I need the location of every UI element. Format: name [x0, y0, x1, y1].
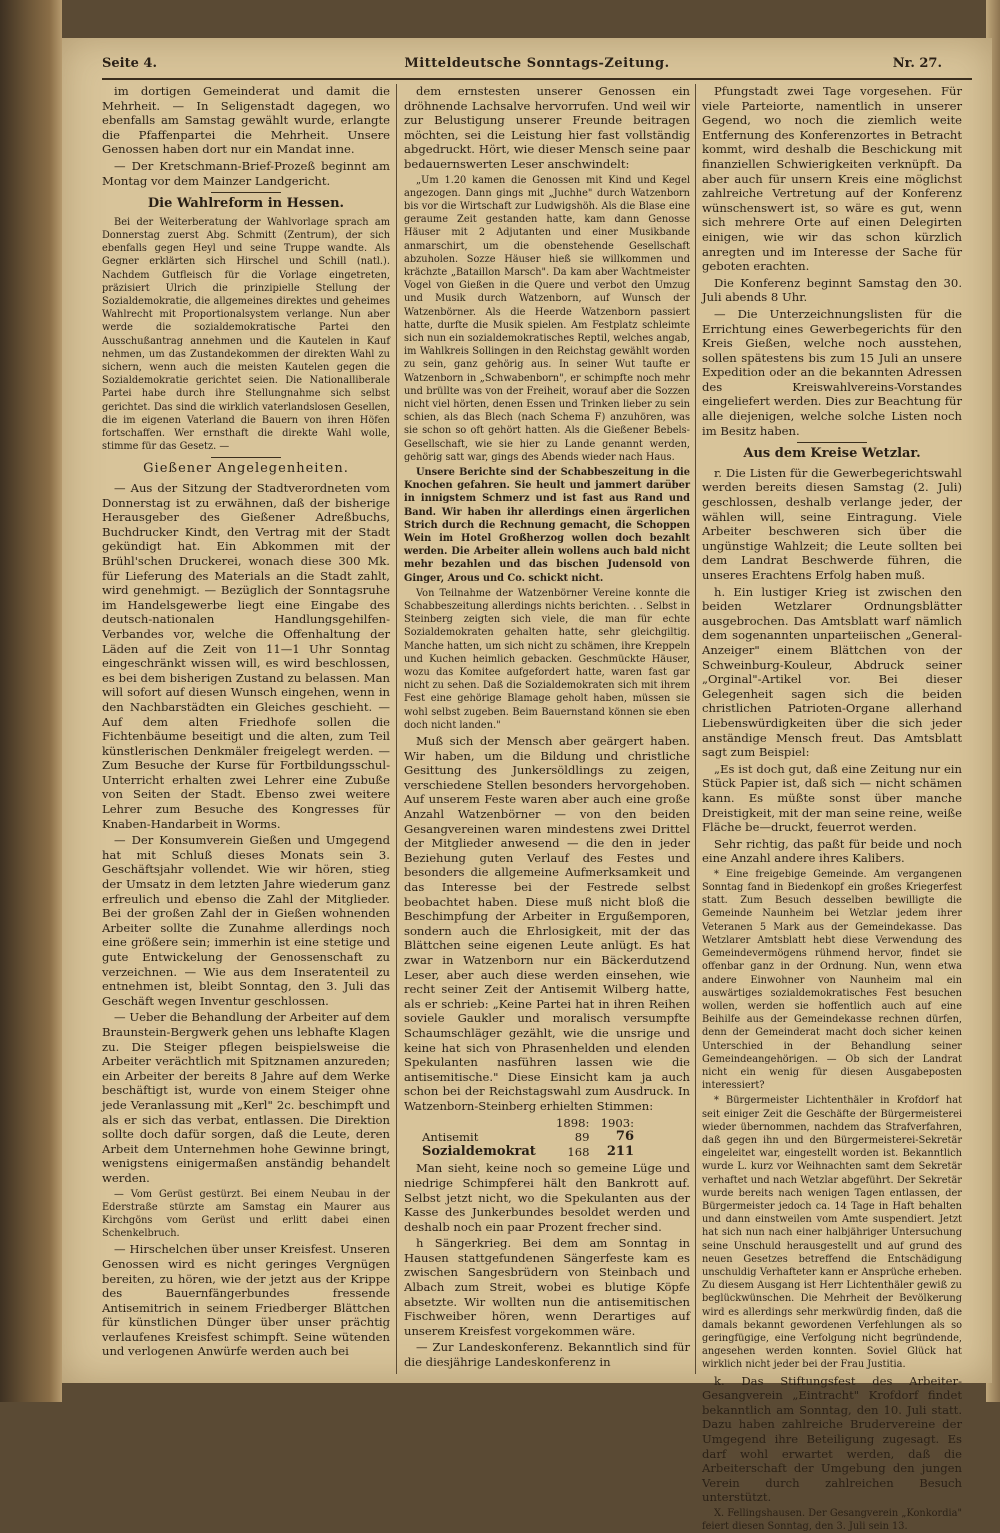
vote-label: Antisemit	[422, 1130, 479, 1145]
vote-header-1898: 1898:	[556, 1115, 590, 1130]
newspaper-page	[62, 38, 992, 1533]
article-paragraph: * Eine freigebige Gemeinde. Am vergangenen Sonntag fand in Biedenkopf ein großes Kriegerfest statt. Zum Besuch desselben bewilligte die Gemeinde Naunheim bei Wetzlar jedem ihrer Veteranen 5 Mark aus der Gemeindekasse. Das Wetzlarer Amtsblatt hebt diese Verwendung des Gemeindevermögens rühmend hervor, findet sie offenbar ganz in der Ordnung. Nun, wenn etwa andere Einwohner von Naunheim mal ein auswärtiges sozialdemokratisches Fest besuchen wollen, werden sie hoffentlich auch auf eine Beihilfe aus der Gemeindekasse rechnen dürfen, denn der Gemeinderat macht doch sicher keinen Unterschied in der Behandlung seiner Gemeindeangehörigen. — Ob sich der Landrat nicht ein wenig für diesen Ausgabeposten interessiert?	[702, 868, 962, 1092]
column-2	[404, 84, 690, 1374]
article-paragraph: im dortigen Gemeinderat und damit die Mehrheit. — In Seligenstadt dagegen, wo ebenfalls am Samstag gewählt wurde, erlangte die Pfaffenpartei die Mehrheit. Unsere Genossen haben dort nur ein Mandat inne.	[102, 84, 390, 157]
article-paragraph: h. Ein lustiger Krieg ist zwischen den beiden Wetzlarer Ordnungsblätter ausgebrochen. Das Amtsblatt warf nämlich dem sogenannten unparteiischen „General-Anzeiger" einem Blättchen von der Schweinburg-Kouleur, Abdruck seiner „Orginal"-Artikel vor. Bei dieser Gelegenheit sagen sich die beiden christlichen Patrioten-Organe allerhand Liebenswürdigkeiten über die sich jeder anständige Mensch freut. Das Amtsblatt sagt zum Beispiel:	[702, 584, 962, 760]
heading-wahlreform: Die Wahlreform in Hessen.	[147, 196, 345, 212]
vote-header-1903: 1903:	[600, 1115, 634, 1130]
article-paragraph: Man sieht, keine noch so gemeine Lüge und niedrige Schimpferei hält den Bankrott auf. Selbst jetzt nicht, wo die Spekulanten aus der Kasse des Junkerbundes besoldet werden und deshalb noch ein paar Prozent frecher sind.	[404, 1161, 690, 1234]
vote-value: 76	[615, 1129, 634, 1145]
article-paragraph: — Ueber die Behandlung der Arbeiter auf dem Braunstein-Bergwerk gehen uns lebhafte Klagen zu. Die Steiger pflegen beispielsweise die Arbeiter verächtlich mit Spitznamen anzureden; ein Arbeiter der bereits 8 Jahre auf dem Werke beschäftigt ist, wurde von einem Steiger ohne jede Veranlassung mit „Kerl" 2c. beschimpft und als er sich das verbat, entlassen. Die Direktion sollte doch dafür sorgen, daß die Leute, deren Arbeit dem Unternehmen hohe Gewinne bringt, wenigstens einigermaßen anständig behandelt werden.	[102, 1010, 390, 1185]
article-paragraph: Pfungstadt zwei Tage vorgesehen. Für viele Parteiorte, namentlich in unserer Gegend, wo noch die ziemlich weite Entfernung des Konferenzortes in Betracht kommt, wird deshalb die Beschickung mit finanziellen Schwierigkeiten verknüpft. Da aber auch für unsern Kreis eine möglichst zahlreiche Vertretung auf der Konferenz wünschenswert ist, so wäre es gut, wenn sich mehrere Orte auf einen Delegirten einigen, wie wir das schon kürzlich anregten und im Interesse der Sache für geboten erachten.	[702, 84, 962, 274]
vote-value: 168	[567, 1144, 590, 1159]
article-paragraph: — Der Kretschmann-Brief-Prozeß beginnt am Montag vor dem Mainzer Landgericht.	[102, 158, 390, 188]
vote-value: 211	[606, 1143, 634, 1159]
table-row	[418, 1116, 638, 1131]
quoted-paragraph: „Um 1.20 kamen die Genossen mit Kind und Kegel angezogen. Dann gings mit „Juchhe" durch Watzenborn bis vor die Wirtschaft zur Ludwigshöh. Als die Blase eine geraume Zeit gestanden hatte, kam dann Genosse Häuser mit 2 Adjutanten und einer Musikbande anmarschirt, um die obenstehende Gesellschaft abzuholen. Sozze Häuser hieß sie willkommen und krächzte „Bataillon Marsch". Da kam aber Wachtmeister Vogel von Gießen in die Quere und verbot den Umzug und Musik durch Watzenborn, auf Wunsch der Watzenbörner. Als die Heerde Watzenborn passiert hatte, durfte die Musik spielen. Am Festplatz schleimte sich nun ein sozialdemokratisches Reptil, welches angab, im Wahlkreis Sollingen in den Reichstag gewählt worden zu sein, ganz gehörig aus. In seiner Wut taufte er Watzenborn in „Schwabenborn", er schimpfte noch mehr und brüllte was von der Freiheit, worauf aber die Sozzen nicht viel hörten, denen Essen und Trinken lieber zu sein schien, als das Blech (nach Schema F) anzuhören, was sie schon so oft gehört hatten. Als die Gießener Bebels-Gesellschaft, wie sie hier zu Lande genannt werden, gehörig satt war, gings des Abends wieder nach Haus.	[404, 174, 690, 463]
article-paragraph: * Bürgermeister Lichtenthäler in Krofdorf hat seit einiger Zeit die Geschäfte der Bürgermeisterei wieder übernommen, nachdem das Strafverfahren, daß gegen ihn und den Bürgermeisterei-Sekretär eingeleitet war, eingestellt worden ist. Bekanntlich wurde L. kurz vor Weihnachten samt dem Sekretär verhaftet und nach Wetzlar abgeführt. Der Sekretär wurde bereits nach wenigen Tagen entlassen, der Bürgermeister jedoch ca. 14 Tage in Haft behalten und dann einstweilen vom Amte suspendiert. Jetzt hat sich nun nach einer halbjähriger Untersuchung seine Unschuld herausgestellt und auf grund des neuen Gesetzes betreffend die Entschädigung unschuldig Verhafteter kann er Ansprüche erheben. Zu diesem Ausgang ist Herr Lichtenthäler gewiß zu beglückwünschen. Die Mehrheit der Bevölkerung wird es allerdings sehr merkwürdig finden, daß die damals bekannt gewordenen Verfehlungen als so geringfügige, eine Verfolgung nicht begründende, angesehen werden konnten. Soviel Glück hat wirklich nicht jeder bei der Frau Justitia.	[702, 1095, 962, 1371]
newspaper-title: Mitteldeutsche Sonntags-Zeitung.	[404, 56, 670, 71]
vote-table	[418, 1116, 638, 1160]
article-paragraph: „Es ist doch gut, daß eine Zeitung nur ein Stück Papier ist, daß sich — nicht schämen kann. Es müßte sonst über manche Dreistigkeit, mit der man seine reine, weiße Fläche be—druckt, feuerrot werden.	[702, 761, 962, 835]
column-3	[702, 84, 962, 1533]
table-row	[418, 1130, 638, 1145]
article-paragraph: h Sängerkrieg. Bei dem am Sonntag in Hausen stattgefundenen Sängerfeste kam es zwischen Sangesbrüdern von Steinbach und Albach zum Streit, wobei es blutige Köpfe absetzte. Wir wollten nun die antisemitischen Fischweiber hören, wenn Derartiges auf unserem Kreisfest vorgekommen wäre.	[404, 1236, 690, 1338]
page-header	[102, 50, 972, 76]
article-paragraph: — Der Konsumverein Gießen und Umgegend hat mit Schluß dieses Monats sein 3. Geschäftsjahr vollendet. Wie wir hören, stieg der Umsatz in dem letzten Jahre wiederum ganz erfreulich und ebenso die Zahl der Mitglieder. Bei der großen Zahl der in Gießen wohnenden Arbeiter sollte die Zunahme allerdings noch eine größere sein; immerhin ist eine stetige und gute Entwickelung der Genossenschaft zu verzeichnen. — Wie aus dem Inseratenteil zu entnehmen ist, bleibt Sonntag, den 3. Juli das Geschäft wegen Inventur geschlossen.	[102, 833, 390, 1008]
article-paragraph: Bei der Weiterberatung der Wahlvorlage sprach am Donnerstag zuerst Abg. Schmitt (Zentrum), der sich ebenfalls gegen Heyl und seine Truppe wandte. Als Gegner erklärten sich Hirschel und Schill (natl.). Nachdem Gutfleisch für die Vorlage eingetreten, präzisiert Ulrich die prinzipielle Stellung der Sozialdemokratie, die allgemeines direktes und geheimes Wahlrecht mit Proportionalsystem verlange. Nun aber werde die sozialdemokratische Partei den Ausschußantrag annehmen und die Kautelen in Kauf nehmen, um das Zustandekommen der direkten Wahl zu sichern, wenn auch die meisten Kautelen gegen die Sozialdemokratie gerichtet seien. Die Nationalliberale Partei habe durch ihre Stellungnahme sich selbst gerichtet. Das sind die wirklich vaterlandslosen Gesellen, die im eigenen Vaterland die Bauern von ihren Höfen fortschaffen. Wer ernsthaft die direkte Wahl wolle, stimme für das Gesetz. —	[102, 216, 390, 453]
header-rule	[102, 78, 972, 80]
article-paragraph: dem ernstesten unserer Genossen ein dröhnende Lachsalve hervorrufen. Und weil wir zur Belustigung unserer Freunde beitragen möchten, sei die Leistung hier fast vollständig abgedruckt. Hört, wie dieser Mensch seine paar bedauernswerten Leser anschwindelt:	[404, 84, 690, 171]
article-paragraph: Muß sich der Mensch aber geärgert haben. Wir haben, um die Bildung und christliche Gesittung des Junkersöldlings zu zeigen, verschiedene Stellen besonders hervorgehoben. Auf unserem Feste waren aber auch eine große Anzahl Watzenbörner — von den beiden Gesangvereinen waren mindestens zwei Drittel der Mitglieder anwesend — die den in jeder Beziehung guten Verlauf des Festes und besonders die allgemeine Aufmerksamkeit und das Interesse bei der Festrede selbst beobachtet haben. Diese muß nicht bloß die Beschimpfung der Arbeiter in Ergußemporen, sondern auch die Ehrlosigkeit, mit der das Blättchen seine eigenen Leute anlügt. Es hat zwar in Watzenborn nur ein Bäckerdutzend Leser, aber auch diese werden einsehen, wie recht seiner Zeit der Antisemit Wilberg hatte, als er schrieb: „Keine Partei hat in ihren Reihen soviele Gaukler und moralisch versumpfte Schaumschläger gezählt, wie die unsrige und keine hat sich von Phrasenhelden und elenden Spekulanten nasführen lassen wie die antisemitische." Diese Einsicht kam ja auch schon bei der Reichstagswahl zum Ausdruck. In Watzenborn-Steinberg erhielten Stimmen:	[404, 734, 690, 1113]
article-paragraph: — Zur Landeskonferenz. Bekanntlich sind für die diesjährige Landeskonferenz in	[404, 1340, 690, 1370]
article-paragraph: Die Konferenz beginnt Samstag den 30. Juli abends 8 Uhr.	[702, 275, 962, 305]
quoted-paragraph: Unsere Berichte sind der Schabbeszeitung in die Knochen gefahren. Sie heult und jammert darüber in innigstem Schmerz und ist fast aus Rand und Band. Wir haben ihr allerdings einen ärgerlichen Strich durch die Rechnung gemacht, die Schoppen Wein im Hotel Großherzog wollen doch bezahlt werden. Die Arbeiter allein wollens auch bald nicht mehr bezahlen und das bischen Judensold von Ginger, Arous und Co. schickt nicht.	[404, 467, 690, 584]
column-1	[102, 84, 390, 1374]
column-rule-1	[396, 84, 397, 1374]
quoted-paragraph: Von Teilnahme der Watzenbörner Vereine konnte die Schabbeszeitung allerdings nichts berichten. . . Selbst in Steinberg zeigten sich viele, die man für echte Sozialdemokraten gehalten hatte, sehr gleichgiltig. Manche hatten, um sich nicht zu schämen, ihre Kreppeln und Kuchen heimlich gebacken. Geschmückte Häuser, wozu das Komitee aufgefordert hatte, waren fast gar nicht zu sehen. Daß die Sozialdemokraten sich mit ihrem Fest eine gehörige Blamage geholt haben, müssen sie wohl selbst zugeben. Beim Bauernstand können sie eben doch nicht landen."	[404, 587, 690, 731]
separator	[211, 192, 281, 193]
article-paragraph: r. Die Listen für die Gewerbegerichtswahl werden bereits diesen Samstag (2. Juli) geschlossen, deshalb verlange jeder, der wählen will, seine Eintragung. Viele Arbeiter beschweren sich über die ungünstige Wahlzeit; die Leute sollten bei dem Landrat Beschwerde führen, die unseres Erachtens Erfolg haben muß.	[702, 465, 962, 582]
table-cell	[418, 1116, 549, 1131]
article-paragraph: k. Das Stiftungsfest des Arbeiter-Gesangverein „Eintracht" Krofdorf findet bekanntlich am Sonntag, den 10. Juli statt. Dazu haben zahlreiche Brudervereine der Umgegend ihre Beteiligung zugesagt. Es darf wohl erwartet werden, daß die Arbeiterschaft der Umgebung den jungen Verein durch zahlreichen Besuch unterstützt.	[702, 1373, 962, 1505]
heading-wetzlar: Aus dem Kreise Wetzlar.	[743, 446, 921, 462]
table-row	[418, 1145, 638, 1160]
heading-giessen: Gießener Angelegenheiten.	[143, 461, 349, 477]
separator	[797, 442, 867, 443]
page-number: Seite 4.	[102, 56, 157, 71]
article-paragraph: X. Fellingshausen. Der Gesangverein „Konkordia" feiert diesen Sonntag, den 3. Juli sein 13.	[702, 1507, 962, 1533]
vote-value: 89	[574, 1130, 590, 1145]
article-paragraph: — Aus der Sitzung der Stadtverordneten vom Donnerstag ist zu erwähnen, daß der bisherige Herausgeber des Gießener Adreßbuchs, Buchdrucker Kindt, den Vertrag mit der Stadt gekündigt hat. Ein Abkommen mit der Brühl'schen Druckerei, wonach diese 300 Mk. für Lieferung des Materials an die Stadt zahlt, wird genehmigt. — Bezüglich der Sonntagsruhe im Handelsgewerbe liegt eine Eingabe des deutsch-nationalen Handlungsgehilfen-Verbandes vor, welche die Offenhaltung der Läden auf die Zeit von 11—1 Uhr Sonntag eingeschränkt wissen will, es wird beschlossen, es bei dem bisherigen Zustand zu belassen. Man will sofort auf diesen Wunsch eingehen, wenn in den Nachbarstädten ein Gleiches geschieht. — Auf dem alten Friedhofe sollen die Fichtenbäume beseitigt und die alten, zum Teil künstlerischen Denkmäler freigelegt werden. — Zum Besuche der Kurse für Fortbildungsschul-Unterricht erhalten zwei Lehrer eine Zubuße von Seiten der Stadt. Ebenso zwei weitere Lehrer zum Besuche des Kongresses für Knaben-Handarbeit in Worms.	[102, 481, 390, 831]
book-binding	[0, 0, 62, 1402]
separator	[211, 457, 281, 458]
article-paragraph: — Die Unterzeichnungslisten für die Errichtung eines Gewerbegerichts für den Kreis Gießen, welche noch ausstehen, sollen spätestens bis zum 15 Juli an unsere Expedition oder an die bekannten Adressen des Kreiswahlvereins-Vorstandes eingeliefert werden. Dies zur Beachtung für alle diejenigen, welche solche Listen noch im Besitz haben.	[702, 306, 962, 438]
article-paragraph: Sehr richtig, das paßt für beide und noch eine Anzahl andere ihres Kalibers.	[702, 836, 962, 866]
vote-label: Sozialdemokrat	[422, 1143, 536, 1159]
column-rule-2	[695, 84, 696, 1374]
issue-number: Nr. 27.	[892, 56, 942, 71]
article-paragraph: — Vom Gerüst gestürzt. Bei einem Neubau in der Ederstraße stürzte am Samstag ein Maurer aus Kirchgöns vom Gerüst und erlitt dabei einen Schenkelbruch.	[102, 1188, 390, 1240]
article-paragraph: — Hirschelchen über unser Kreisfest. Unseren Genossen wird es nicht geringes Vergnügen bereiten, zu hören, wie der jetzt aus der Krippe des Bauernfängerbundes fressende Antisemitrich in seinem Friedberger Blättchen für künstlichen Dünger über unser prächtig verlaufenes Kreisfest schimpft. Seine wütenden und verlogenen Anwürfe werden auch bei	[102, 1242, 390, 1359]
